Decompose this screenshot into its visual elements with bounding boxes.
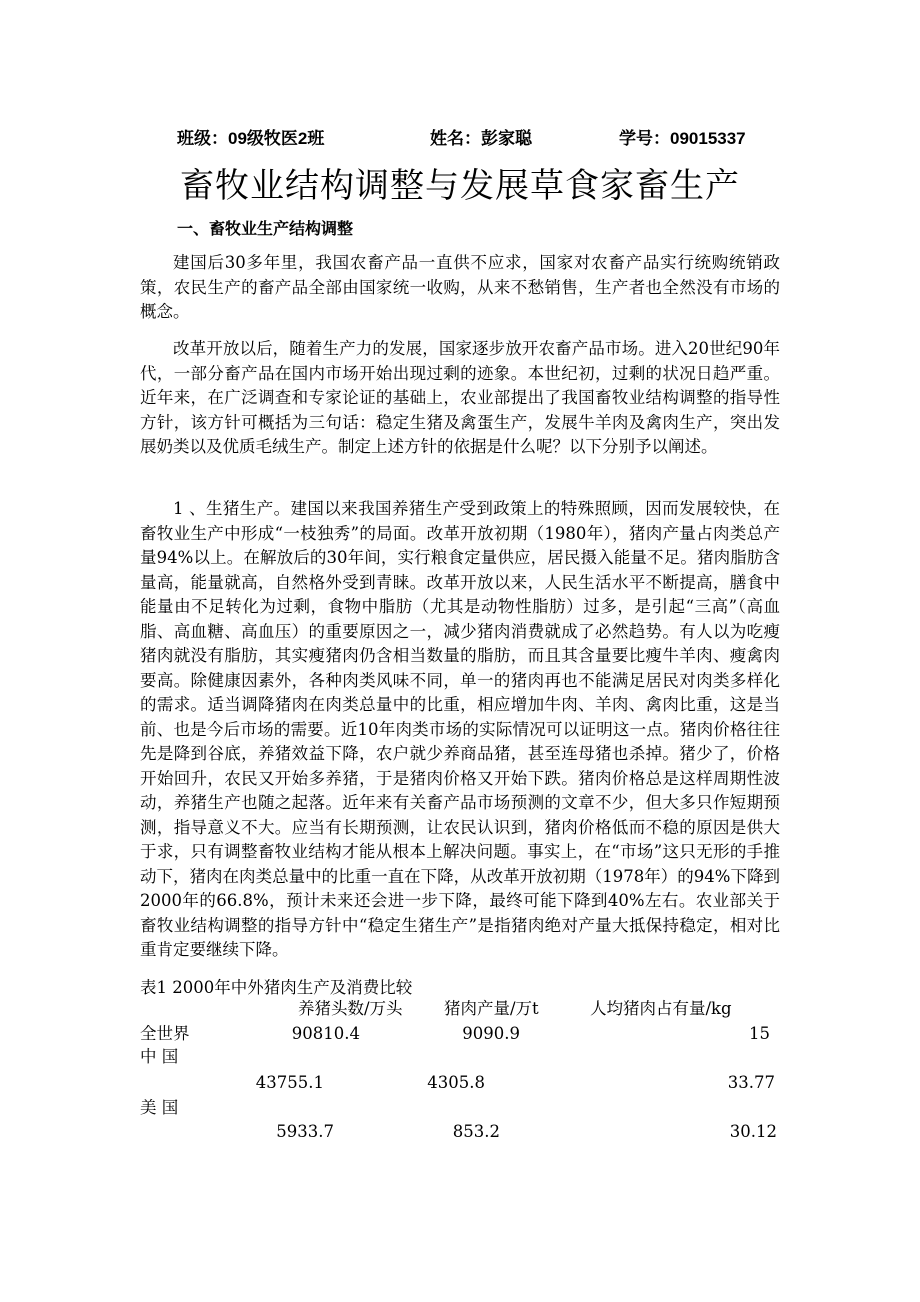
- table-header-cell: 养猪头数/万头: [298, 999, 403, 1018]
- section-heading: 一、畜牧业生产结构调整: [177, 219, 354, 238]
- table-cell: 853.2: [452, 1122, 500, 1141]
- table-cell: 15: [749, 1024, 770, 1043]
- table-row-label: 全世界: [140, 1024, 190, 1043]
- table-cell: 9090.9: [462, 1024, 520, 1043]
- student-info-line: [0, 124, 920, 150]
- table-caption: 表1 2000年中外猪肉生产及消费比较: [140, 978, 413, 997]
- table-header-cell: 人均猪肉占有量/kg: [590, 999, 732, 1018]
- table-header-cell: 猪肉产量/万t: [444, 999, 539, 1018]
- paragraph: 改革开放以后，随着生产力的发展，国家逐步放开农畜产品市场。进入20世纪90年代，一部分畜产品在国内市场开始出现过剩的迹象。本世纪初，过剩的状况日趋严重。近年来，在广泛调查和专家论证的基础上，农业部提出了我国畜牧业结构调整的指导性方针，该方针可概括为三句话：稳定生猪及禽蛋生产，发展牛羊肉及禽肉生产，突出发展奶类以及优质毛绒生产。制定上述方针的依据是什么呢？以下分别予以阐述。: [140, 339, 780, 456]
- table-cell: 33.77: [727, 1073, 775, 1092]
- table-cell: 5933.7: [276, 1122, 334, 1141]
- table-cell: 30.12: [729, 1122, 777, 1141]
- table-row-label: 中 国: [140, 1047, 179, 1066]
- student-id: 学号：09015337: [619, 129, 746, 148]
- document-title: 畜牧业结构调整与发展草食家畜生产: [180, 166, 740, 206]
- table-cell: 43755.1: [255, 1073, 324, 1092]
- student-name: 姓名：彭家聪: [430, 129, 532, 148]
- paragraph: 建国后30多年里，我国农畜产品一直供不应求，国家对农畜产品实行统购统销政策，农民生产的畜产品全部由国家统一收购，从来不愁销售，生产者也全然没有市场的概念。: [140, 253, 780, 321]
- paragraph: 1 、生猪生产。建国以来我国养猪生产受到政策上的特殊照顾，因而发展较快，在畜牧业生产中形成“一枝独秀”的局面。改革开放初期（1980年），猪肉产量占肉类总产量94%以上。在解放后的30年间，实行粮食定量供应，居民摄入能量不足。猪肉脂肪含量高，能量就高，自然格外受到青睐。改革开放以来，人民生活水平不断提高，膳食中能量由不足转化为过剩，食物中脂肪（尤其是动物性脂肪）过多，是引起“三高”（高血脂、高血糖、高血压）的重要原因之一，减少猪肉消费就成了必然趋势。有人以为吃瘦猪肉就没有脂肪，其实瘦猪肉仍含相当数量的脂肪，而且其含量要比瘦牛羊肉、瘦禽肉要高。除健康因素外，各种肉类风味不同，单一的猪肉再也不能满足居民对肉类多样化的需求。适当调降猪肉在肉类总量中的比重，相应增加牛肉、羊肉、禽肉比重，这是当前、也是今后市场的需要。近10年肉类市场的实际情况可以证明这一点。猪肉价格往往先是降到谷底，养猪效益下降，农户就少养商品猪，甚至连母猪也杀掉。猪少了，价格开始回升，农民又开始多养猪，于是猪肉价格又开始下跌。猪肉价格总是这样周期性波动，养猪生产也随之起落。近年来有关畜产品市场预测的文章不少，但大多只作短期预测，指导意义不大。应当有长期预测，让农民认识到，猪肉价格低而不稳的原因是供大于求，只有调整畜牧业结构才能从根本上解决问题。事实上，在“市场”这只无形的手推动下，猪肉在肉类总量中的比重一直在下降，从改革开放初期（1978年）的94%下降到2000年的66.8%，预计未来还会进一步下降，最终可能下降到40%左右。农业部关于畜牧业结构调整的指导方针中“稳定生猪生产”是指猪肉绝对产量大抵保持稳定，相对比重肯定要继续下降。: [140, 499, 780, 959]
- table-cell: 90810.4: [291, 1024, 360, 1043]
- table-row-label: 美 国: [140, 1098, 179, 1117]
- class-info: 班级：09级牧医2班: [177, 129, 325, 148]
- table-cell: 4305.8: [427, 1073, 485, 1092]
